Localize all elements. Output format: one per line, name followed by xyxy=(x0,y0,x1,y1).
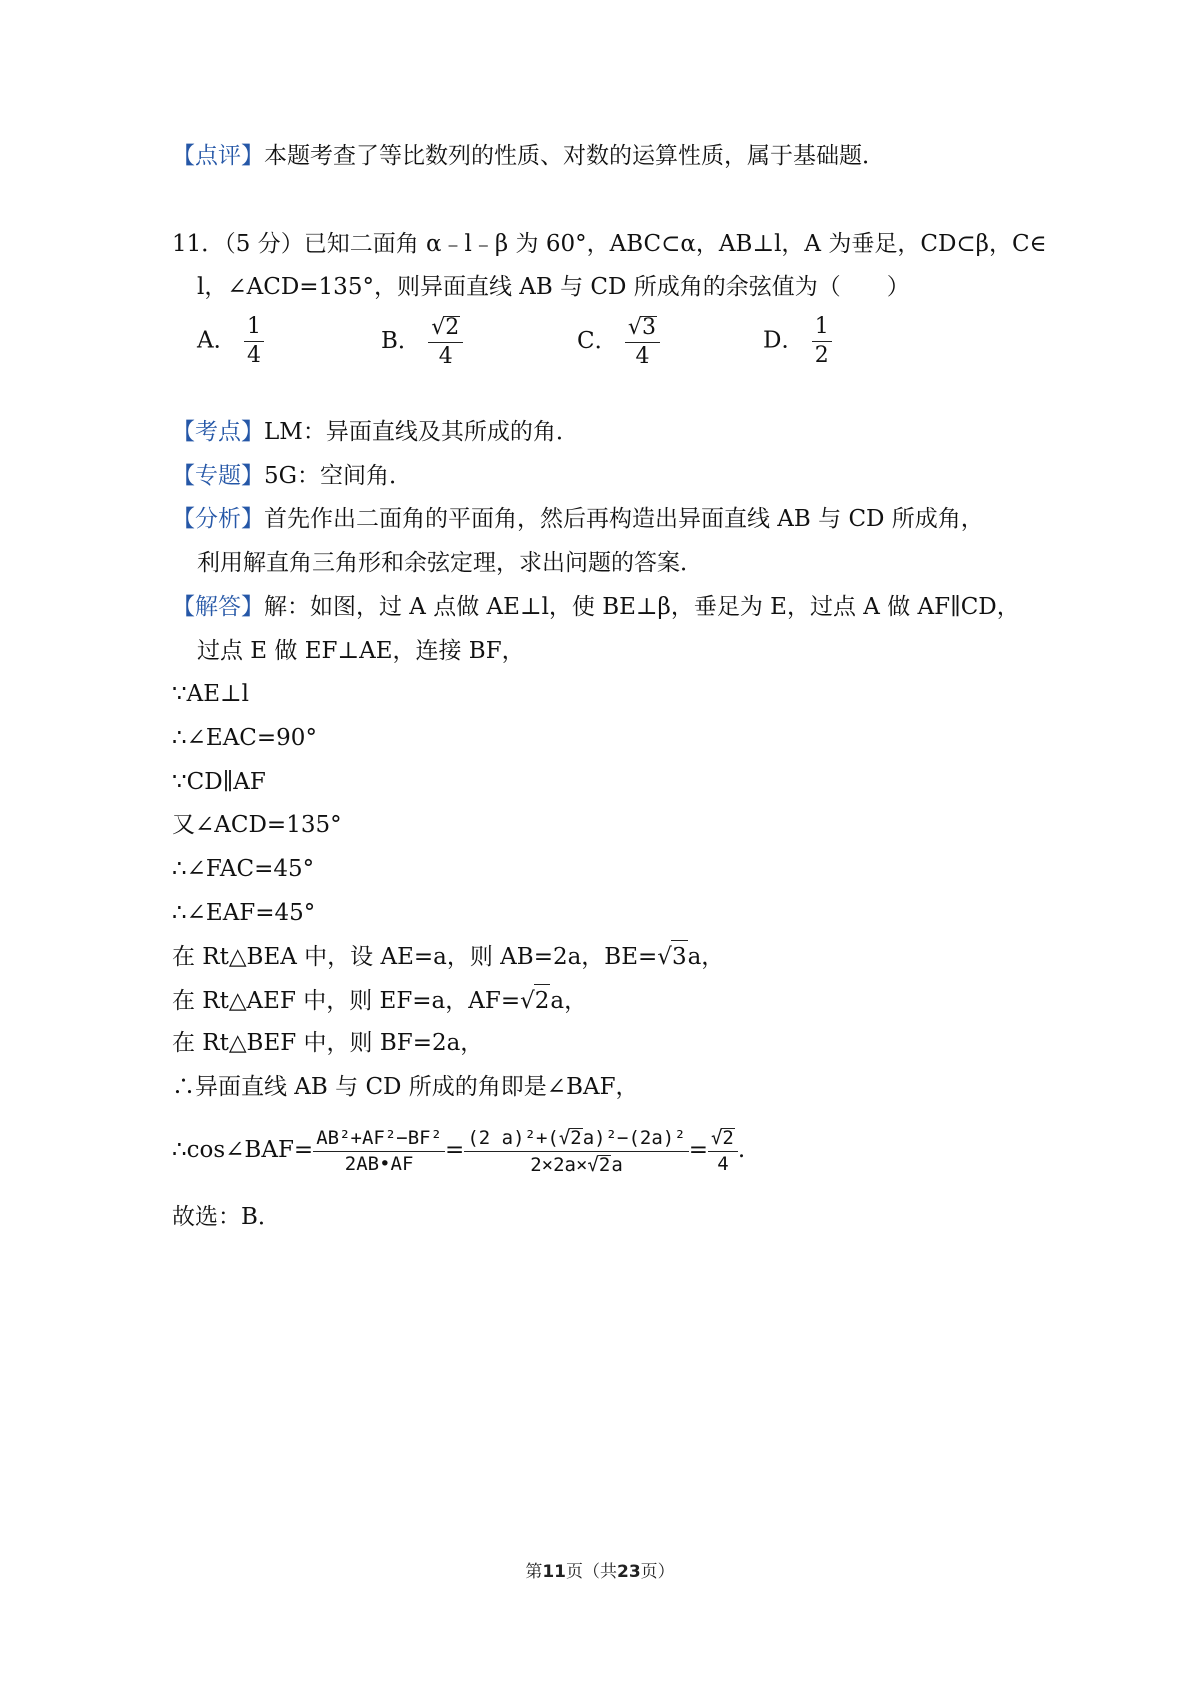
footer-pre: 第 xyxy=(525,1562,543,1582)
step-5: ∴∠FAC=45° xyxy=(172,856,315,882)
jieda-line-1 xyxy=(172,591,1020,623)
step-3: ∵CD∥AF xyxy=(172,769,266,795)
fenxi-text-1: 首先作出二面角的平面角，然后再构造出异面直线 AB 与 CD 所成角， xyxy=(264,506,984,532)
cos-equals-1: = xyxy=(445,1137,465,1163)
step-6: ∴∠EAF=45° xyxy=(172,900,316,926)
option-d-label: D． xyxy=(763,327,805,354)
option-b-denominator: 4 xyxy=(438,344,453,369)
option-c-fraction xyxy=(625,316,660,368)
option-d-fraction xyxy=(812,316,832,367)
question-line-2: l，∠ACD=135°，则异面直线 AB 与 CD 所成角的余弦值为（ ） xyxy=(197,274,910,300)
step-2: ∴∠EAC=90° xyxy=(172,725,317,751)
angle-line: ∴异面直线 AB 与 CD 所成的角即是∠BAF， xyxy=(172,1074,639,1100)
option-a-denominator: 4 xyxy=(246,343,261,368)
cos-f2-num-b: a)²−(2a)² xyxy=(582,1126,686,1149)
fenxi-line-2: 利用解直角三角形和余弦定理，求出问题的答案． xyxy=(197,550,703,576)
option-a-numerator: 1 xyxy=(244,316,264,342)
rt-bea-line xyxy=(172,940,724,973)
sqrt-symbol: √3 xyxy=(627,315,656,340)
option-b-label: B． xyxy=(381,328,421,354)
jieda-line-2: 过点 E 做 EF⊥AE，连接 BF， xyxy=(197,638,525,664)
option-c-denominator: 4 xyxy=(635,344,650,369)
cos-fraction-2-numerator xyxy=(464,1128,688,1152)
rt-bea-post: a， xyxy=(687,944,725,970)
fenxi-line-1 xyxy=(172,503,984,535)
cos-f2-den-radicand: 2 xyxy=(598,1153,611,1176)
sqrt-symbol: √2 xyxy=(520,984,550,1017)
rt-bea-pre: 在 Rt△BEA 中，设 AE=a，则 AB=2a，BE= xyxy=(172,944,658,970)
cos-line xyxy=(172,1120,745,1180)
cos-fraction-1-denominator: 2AB•AF xyxy=(344,1152,414,1175)
sqrt-symbol: √2 xyxy=(710,1127,734,1149)
cos-fraction-2 xyxy=(464,1128,688,1175)
rt-bea-radicand: 3 xyxy=(671,940,688,973)
kaodian-line xyxy=(172,416,579,448)
rt-aef-radicand: 2 xyxy=(534,984,551,1017)
option-c-label: C． xyxy=(577,328,618,354)
footer-mid: 页（共 xyxy=(566,1562,617,1582)
zhuanti-text: 5G：空间角． xyxy=(264,463,413,489)
cos-fraction-2-denominator xyxy=(464,1152,688,1175)
footer-post: 页） xyxy=(640,1562,675,1582)
review-text: 本题考查了等比数列的性质、对数的运算性质，属于基础题． xyxy=(264,143,885,169)
option-c-numerator xyxy=(625,316,660,343)
option-b-fraction xyxy=(428,316,463,368)
option-d-denominator: 2 xyxy=(814,343,829,368)
option-a[interactable] xyxy=(197,316,264,367)
step-1: ∵AE⊥l xyxy=(172,681,250,707)
cos-equals-2: = xyxy=(688,1137,708,1163)
option-a-label: A． xyxy=(197,327,237,354)
answer-line: 故选：B． xyxy=(172,1204,281,1230)
cos-f2-den-b: a xyxy=(611,1153,623,1176)
step-4: 又∠ACD=135° xyxy=(172,812,342,838)
rt-aef-post: a， xyxy=(550,988,588,1014)
jieda-text-1: 解：如图，过 A 点做 AE⊥l，使 BE⊥β，垂足为 E，过点 A 做 AF∥CD， xyxy=(264,594,1020,620)
cos-fraction-3 xyxy=(708,1128,738,1174)
kaodian-tag: 【考点】 xyxy=(172,419,264,445)
option-c[interactable] xyxy=(577,316,660,368)
question-line-1: 11．（5 分）已知二面角 α﹣l﹣β 为 60°，ABC⊂α，AB⊥l，A 为垂足，CD⊂β，C∈ xyxy=(172,231,1047,257)
cos-fraction-1-numerator: AB²+AF²−BF² xyxy=(313,1129,445,1152)
jieda-tag: 【解答】 xyxy=(172,594,264,620)
sqrt-symbol: √2 xyxy=(431,315,460,340)
option-d-numerator: 1 xyxy=(812,316,832,342)
option-b-numerator xyxy=(428,316,463,343)
fenxi-tag: 【分析】 xyxy=(172,506,264,532)
zhuanti-line xyxy=(172,460,412,492)
zhuanti-tag: 【专题】 xyxy=(172,463,264,489)
rt-aef-pre: 在 Rt△AEF 中，则 EF=a，AF= xyxy=(172,988,521,1014)
rt-aef-line xyxy=(172,984,587,1017)
review-tag: 【点评】 xyxy=(172,143,264,169)
footer-total-pages: 23 xyxy=(617,1562,641,1582)
rt-bef-line: 在 Rt△BEF 中，则 BF=2a， xyxy=(172,1030,484,1056)
cos-f2-num-radicand: 2 xyxy=(570,1126,582,1149)
page-footer xyxy=(0,1557,1200,1582)
cos-fraction-3-denominator: 4 xyxy=(717,1153,729,1175)
option-c-radicand: 3 xyxy=(641,315,656,340)
cos-f2-den-a: 2×2a× xyxy=(530,1153,588,1176)
sqrt-symbol: √2 xyxy=(587,1153,611,1176)
option-b-radicand: 2 xyxy=(445,315,460,340)
cos-prefix: ∴cos∠BAF= xyxy=(172,1137,314,1163)
review-line xyxy=(172,140,885,172)
sqrt-symbol: √3 xyxy=(657,940,687,973)
option-b[interactable] xyxy=(381,316,463,368)
option-a-fraction xyxy=(244,316,264,367)
cos-f3-radicand: 2 xyxy=(722,1127,734,1149)
footer-page-number: 11 xyxy=(542,1562,566,1582)
cos-fraction-1 xyxy=(313,1126,445,1175)
cos-f2-num-a: (2 a)²+( xyxy=(467,1126,559,1149)
cos-end: . xyxy=(737,1137,746,1163)
kaodian-text: LM：异面直线及其所成的角． xyxy=(264,419,579,445)
sqrt-symbol: √2 xyxy=(558,1126,582,1149)
option-d[interactable] xyxy=(763,316,832,367)
cos-fraction-3-numerator xyxy=(708,1128,738,1152)
